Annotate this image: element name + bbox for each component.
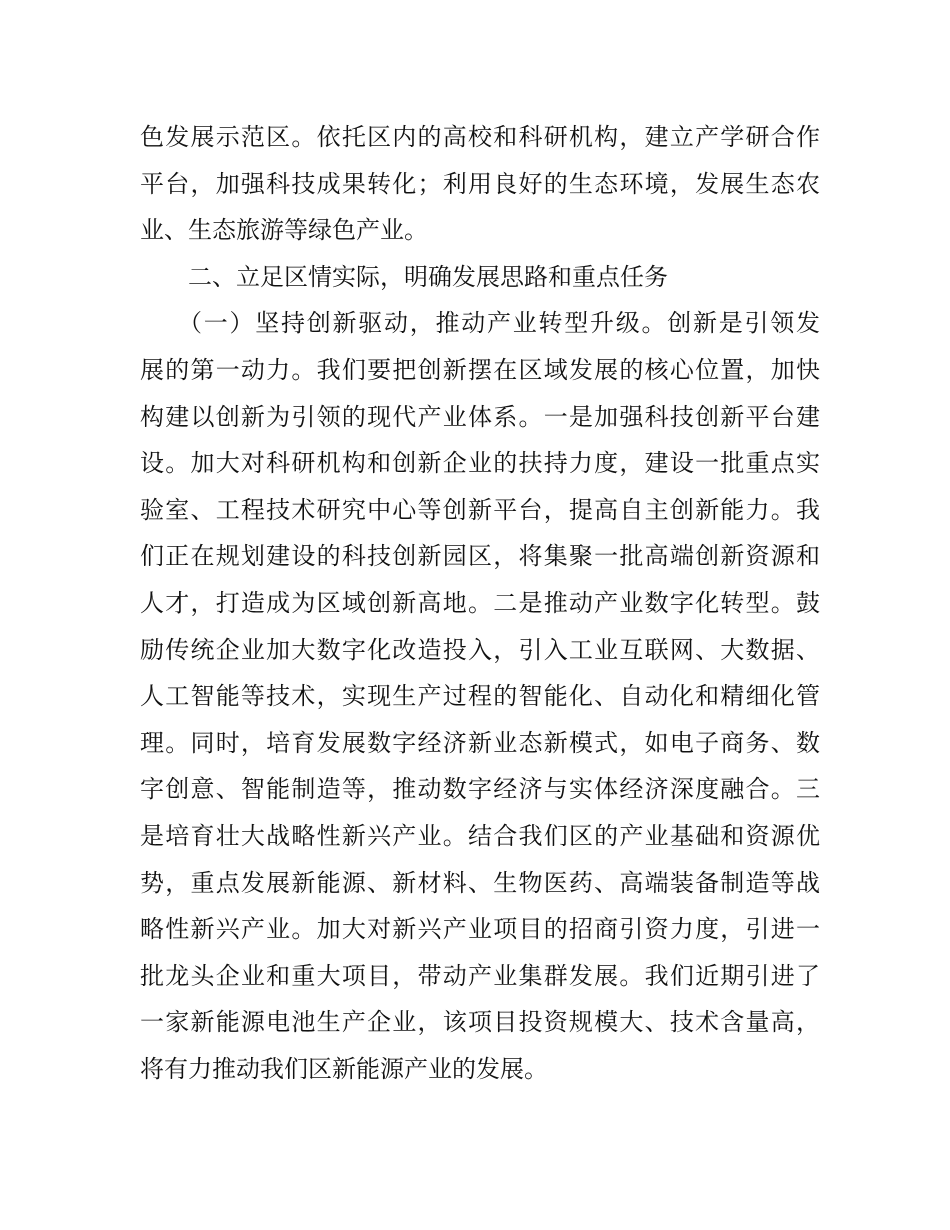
text-line: 励传统企业加大数字化改造投入，引入工业互联网、大数据、 xyxy=(140,635,820,664)
text-line: 字创意、智能制造等，推动数字经济与实体经济深度融合。三 xyxy=(140,775,820,804)
text-line: 是培育壮大战略性新兴产业。结合我们区的产业基础和资源优 xyxy=(140,821,820,850)
text-line: 验室、工程技术研究中心等创新平台，提高自主创新能力。我 xyxy=(140,495,820,524)
text-line: 平台，加强科技成果转化；利用良好的生态环境，发展生态农 xyxy=(140,169,820,198)
text-line: 展的第一动力。我们要把创新摆在区域发展的核心位置，加快 xyxy=(140,355,820,384)
text-line: 批龙头企业和重大项目，带动产业集群发展。我们近期引进了 xyxy=(140,961,820,990)
text-line: 势，重点发展新能源、新材料、生物医药、高端装备制造等战 xyxy=(140,868,820,897)
text-line: 一家新能源电池生产企业，该项目投资规模大、技术含量高， xyxy=(140,1008,820,1037)
text-line: 设。加大对科研机构和创新企业的扶持力度，建设一批重点实 xyxy=(140,449,820,478)
text-line: 理。同时，培育发展数字经济新业态新模式，如电子商务、数 xyxy=(140,728,820,757)
text-line: 色发展示范区。依托区内的高校和科研机构，建立产学研合作 xyxy=(140,123,820,151)
text-line: 们正在规划建设的科技创新园区，将集聚一批高端创新资源和 xyxy=(140,542,820,571)
text-line: 人才，打造成为区域创新高地。二是推动产业数字化转型。鼓 xyxy=(140,588,820,617)
section-heading: 二、立足区情实际，明确发展思路和重点任务 xyxy=(188,262,668,291)
text-line: 业、生态旅游等绿色产业。 xyxy=(140,216,428,245)
text-line: 将有力推动我们区新能源产业的发展。 xyxy=(140,1054,548,1083)
text-line: 构建以创新为引领的现代产业体系。一是加强科技创新平台建 xyxy=(140,402,820,431)
text-line: 略性新兴产业。加大对新兴产业项目的招商引资力度，引进一 xyxy=(140,915,820,944)
text-line: 人工智能等技术，实现生产过程的智能化、自动化和精细化管 xyxy=(140,682,820,711)
subsection-heading-line: （一）坚持创新驱动，推动产业转型升级。创新是引领发 xyxy=(178,309,820,338)
body-text xyxy=(140,114,820,1092)
